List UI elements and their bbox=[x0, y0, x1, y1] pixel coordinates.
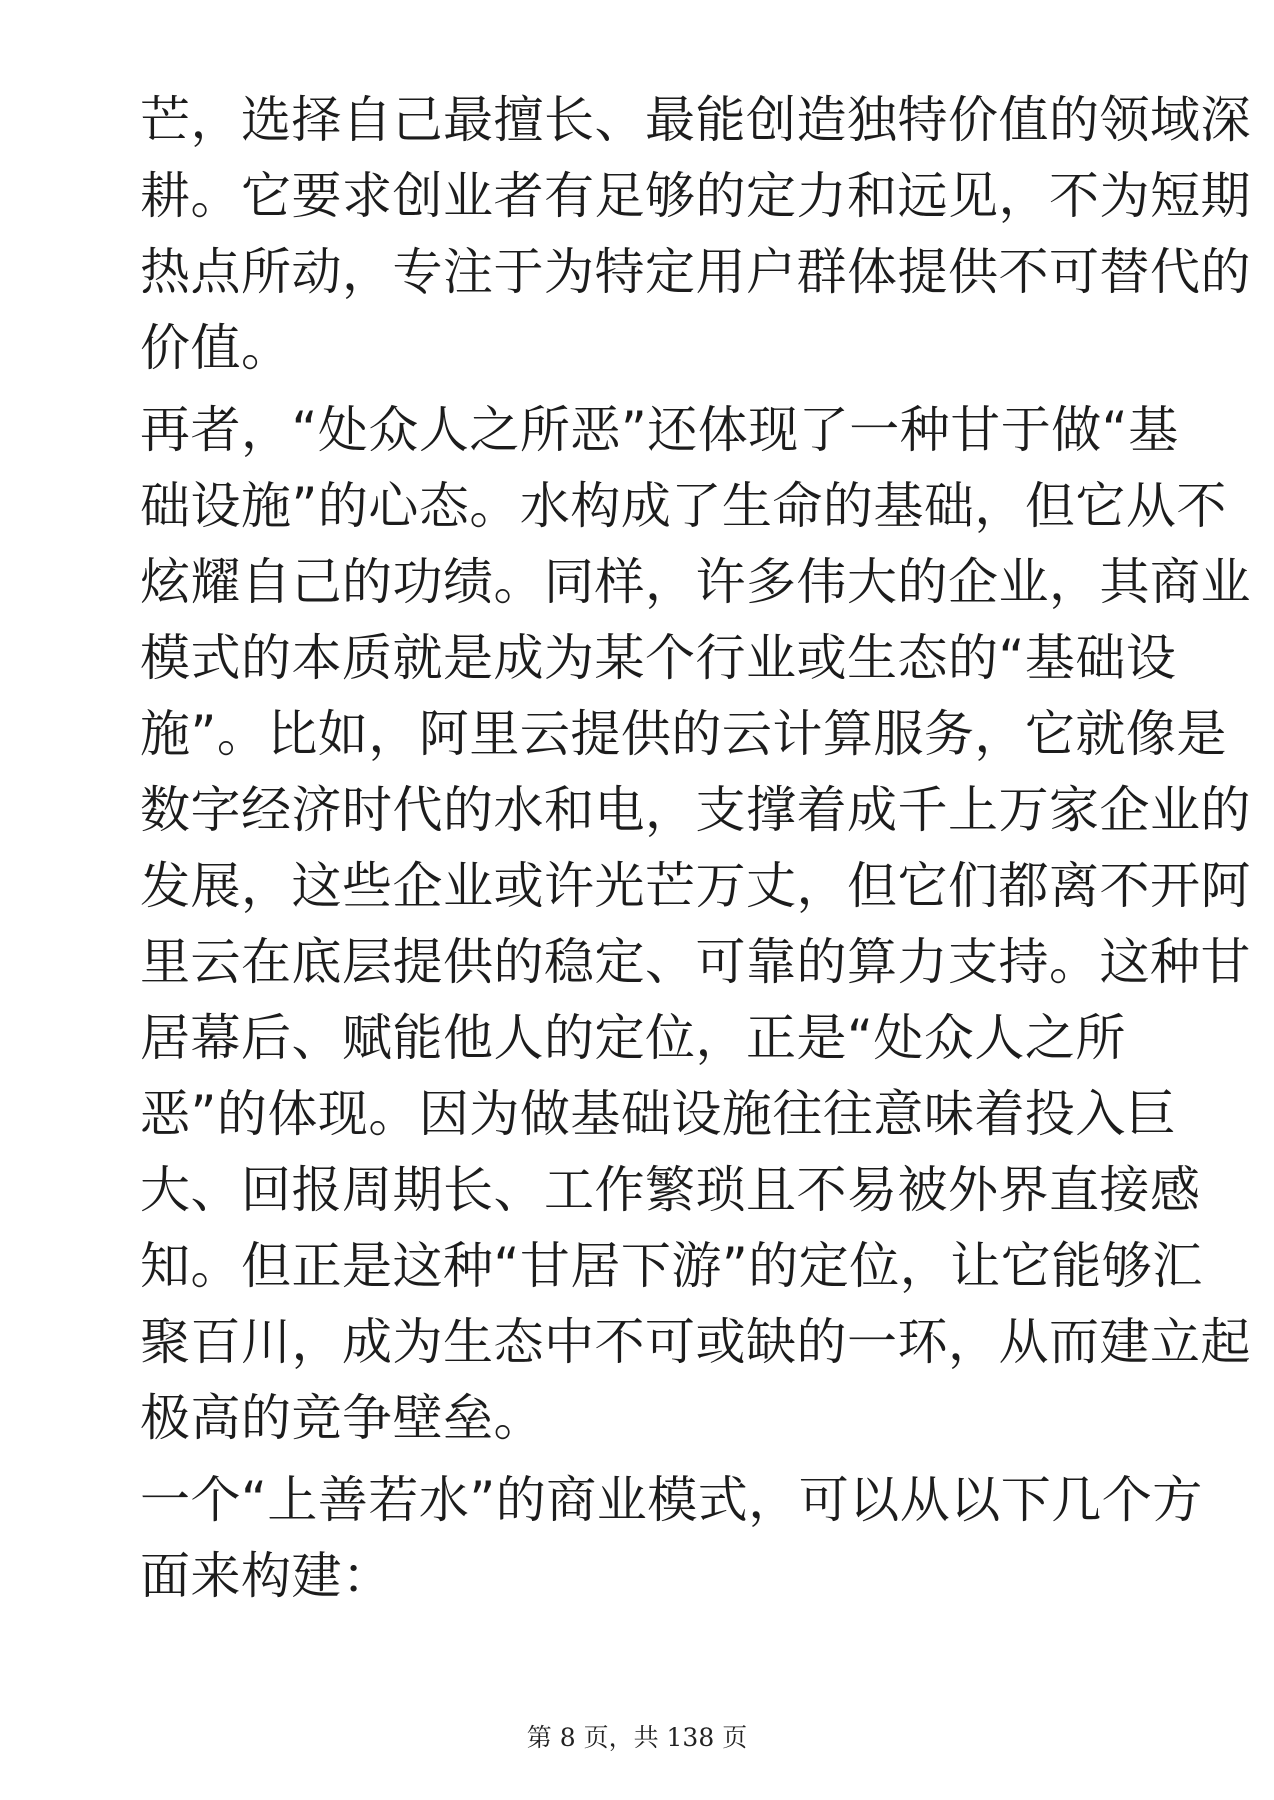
text-line: 价值。 bbox=[140, 319, 292, 377]
text-line: 恶”的体现。因为做基础设施往往意味着投入巨 bbox=[140, 1085, 1177, 1143]
text-line: 施”。比如，阿里云提供的云计算服务，它就像是 bbox=[140, 705, 1227, 763]
text-line: 聚百川，成为生态中不可或缺的一环，从而建立起 bbox=[140, 1313, 1251, 1371]
text-line: 耕。它要求创业者有足够的定力和远见，不为短期 bbox=[140, 167, 1251, 225]
text-line: 极高的竞争壁垒。 bbox=[140, 1389, 544, 1447]
text-line: 居幕后、赋能他人的定位，正是“处众人之所 bbox=[140, 1009, 1126, 1067]
paragraph-3 bbox=[140, 1462, 1203, 1614]
paragraph-2 bbox=[140, 392, 1251, 1456]
text-line: 一个“上善若水”的商业模式，可以从以下几个方 bbox=[140, 1471, 1203, 1529]
page-number-indicator: 第 8 页，共 138 页 bbox=[526, 1723, 748, 1752]
text-line: 面来构建： bbox=[140, 1547, 393, 1605]
text-line: 知。但正是这种“甘居下游”的定位，让它能够汇 bbox=[140, 1237, 1203, 1295]
text-line: 热点所动，专注于为特定用户群体提供不可替代的 bbox=[140, 243, 1251, 301]
text-line: 大、回报周期长、工作繁琐且不易被外界直接感 bbox=[140, 1161, 1201, 1219]
text-line: 础设施”的心态。水构成了生命的基础，但它从不 bbox=[140, 477, 1227, 535]
text-line: 数字经济时代的水和电，支撑着成千上万家企业的 bbox=[140, 781, 1251, 839]
page-content bbox=[140, 82, 1251, 1614]
text-line: 芒，选择自己最擅长、最能创造独特价值的领域深 bbox=[140, 91, 1251, 149]
text-line: 再者，“处众人之所恶”还体现了一种甘于做“基 bbox=[140, 401, 1179, 459]
text-line: 炫耀自己的功绩。同样，许多伟大的企业，其商业 bbox=[140, 553, 1251, 611]
text-line: 发展，这些企业或许光芒万丈，但它们都离不开阿 bbox=[140, 857, 1251, 915]
paragraph-1 bbox=[140, 82, 1251, 386]
text-line: 模式的本质就是成为某个行业或生态的“基础设 bbox=[140, 629, 1177, 687]
text-line: 里云在底层提供的稳定、可靠的算力支持。这种甘 bbox=[140, 933, 1251, 991]
